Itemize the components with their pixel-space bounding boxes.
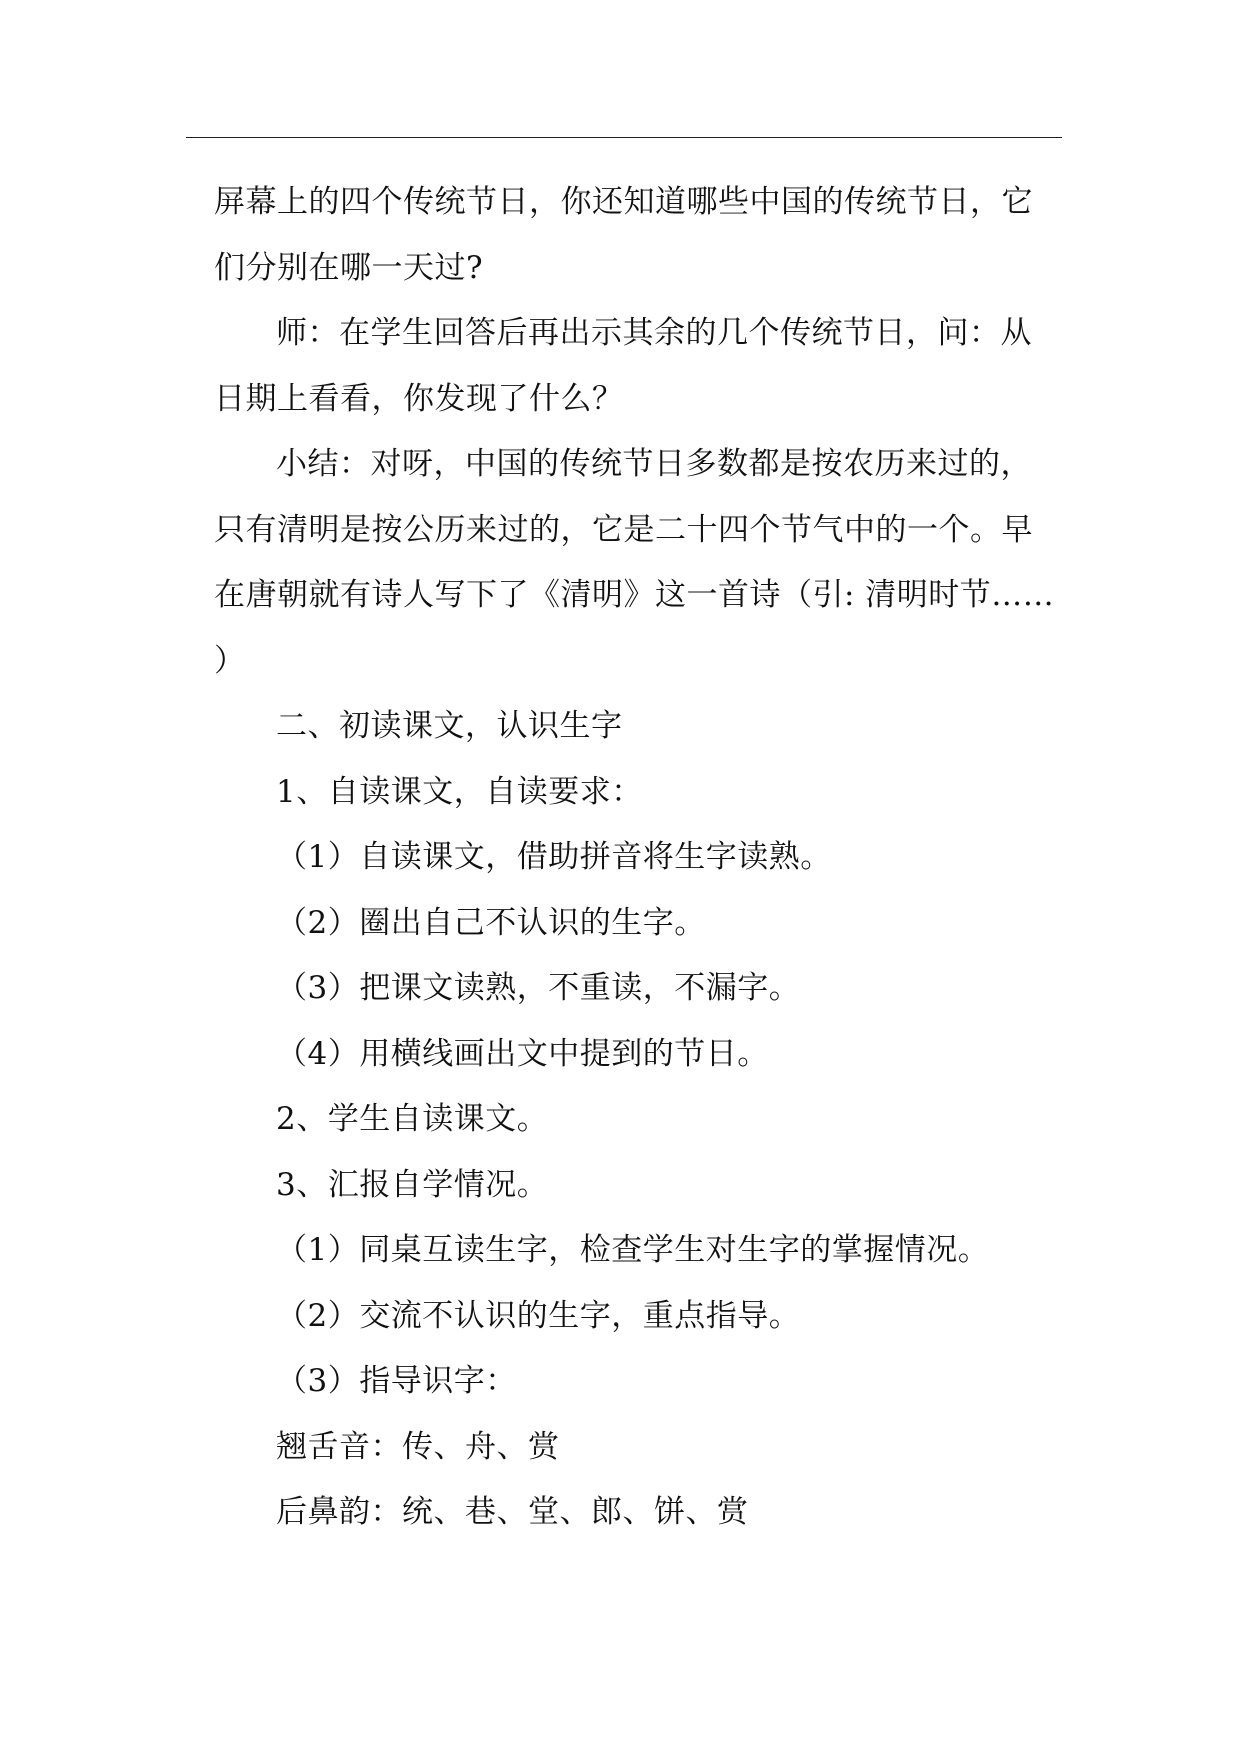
step-item: 2、学生自读课文。 — [276, 1101, 549, 1137]
sub-step-item: （2）交流不认识的生字，重点指导。 — [276, 1297, 801, 1334]
section-heading: 二、初读课文，认识生字 — [276, 708, 623, 744]
character-list: 后鼻韵：统、巷、堂、郎、饼、赏 — [276, 1494, 749, 1530]
paragraph-line: 屏幕上的四个传统节日，你还知道哪些中国的传统节日，它 — [214, 184, 1033, 220]
paragraph-line: 们分别在哪一天过? — [214, 249, 484, 286]
paragraph-line: 只有清明是按公历来过的，它是二十四个节气中的一个。早 — [214, 511, 1033, 548]
paragraph-line: ） — [214, 642, 246, 679]
header-rule — [186, 137, 1062, 138]
paragraph-line: 师：在学生回答后再出示其余的几个传统节日，问：从 — [276, 315, 1032, 351]
character-list: 翘舌音：传、舟、赏 — [276, 1428, 560, 1465]
sub-step-item: （1）自读课文，借助拼音将生字读熟。 — [276, 839, 832, 875]
paragraph-line: 日期上看看，你发现了什么？ — [214, 380, 624, 417]
step-item: 3、汇报自学情况。 — [276, 1166, 549, 1203]
paragraph-line: 小结：对呀，中国的传统节日多数都是按农历来过的， — [276, 446, 1032, 482]
sub-step-item: （1）同桌互读生字，检查学生对生字的掌握情况。 — [276, 1232, 990, 1268]
paragraph-line: 在唐朝就有诗人写下了《清明》这一首诗（引: 清明时节…… — [214, 577, 1055, 613]
sub-step-item: （4）用横线画出文中提到的节日。 — [276, 1035, 769, 1072]
sub-step-item: （3）指导识字： — [276, 1363, 517, 1399]
document-body — [214, 170, 1055, 1546]
sub-step-item: （3）把课文读熟，不重读，不漏字。 — [276, 970, 801, 1006]
sub-step-item: （2）圈出自己不认识的生字。 — [276, 904, 706, 941]
step-item: 1、自读课文，自读要求： — [276, 773, 643, 810]
